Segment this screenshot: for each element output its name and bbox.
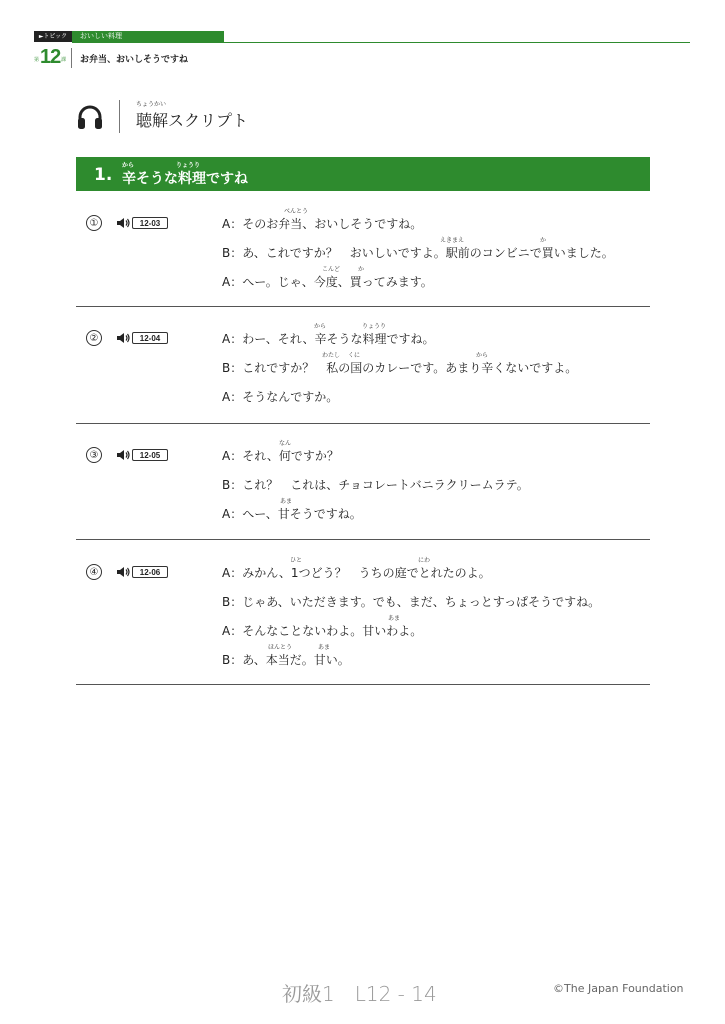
furigana: から	[314, 323, 327, 330]
part-title-text: 辛そうな料理ですね	[122, 171, 248, 187]
dialog-number: ①	[86, 215, 102, 231]
dialog-line	[222, 644, 350, 668]
line-text: A：わー、それ、辛そうな料理ですね。	[222, 332, 435, 346]
part-title-furigana-kara: から	[122, 162, 135, 169]
dialog-line	[222, 593, 600, 610]
furigana: りょうり	[362, 323, 387, 330]
line-text: A：へー、甘そうですね。	[222, 507, 362, 521]
furigana: くに	[348, 352, 361, 359]
part-header	[76, 157, 650, 191]
footer-page-number: 初級1 L12 - 14	[282, 982, 437, 1006]
part-title-furigana-ryouri: りょうり	[176, 162, 201, 169]
furigana: えきまえ	[440, 237, 465, 244]
furigana: べんとう	[284, 208, 309, 215]
furigana: にわ	[418, 557, 431, 564]
furigana: か	[540, 237, 547, 244]
dialog-line	[222, 498, 362, 522]
dialog-line	[222, 615, 423, 639]
dialog-line	[222, 352, 578, 376]
speaker-icon[interactable]	[116, 216, 130, 230]
line-text: A：それ、何ですか？	[222, 449, 339, 463]
header-rule	[72, 42, 690, 43]
footer-copyright: ©The Japan Foundation	[553, 982, 684, 995]
line-text: A：みかん、1つどう？ うちの庭でとれたのよ。	[222, 566, 491, 580]
dialog-divider	[76, 539, 650, 540]
dialog-line	[222, 440, 339, 464]
dialog-line	[222, 266, 433, 290]
line-text: B：これですか？ 私の国のカレーです。あまり辛くないですよ。	[222, 361, 578, 375]
furigana: あま	[388, 615, 401, 622]
dialog-number: ③	[86, 447, 102, 463]
dialog-line	[222, 323, 435, 347]
furigana: から	[476, 352, 489, 359]
dialog-line	[222, 208, 423, 232]
furigana: こんど	[322, 266, 341, 273]
line-text: A：へー。じゃ、今度、買ってみます。	[222, 275, 433, 289]
furigana: か	[358, 266, 365, 273]
furigana: あま	[280, 498, 293, 505]
dialog-line	[222, 476, 529, 493]
line-text: B：これ？ これは、チョコレートバニラクリームラテ。	[222, 478, 529, 492]
dialog-number: ②	[86, 330, 102, 346]
lesson-number: 12	[40, 46, 61, 68]
audio-track-label[interactable]: 12-06	[132, 566, 168, 578]
furigana: ほんとう	[268, 644, 293, 651]
dialog-divider	[76, 684, 650, 685]
furigana: わたし	[322, 352, 341, 359]
furigana: あま	[318, 644, 331, 651]
line-text: B：あ、本当だ。甘い。	[222, 653, 350, 667]
speaker-icon[interactable]	[116, 331, 130, 345]
dialog-divider	[76, 306, 650, 307]
line-text: A：そのお弁当、おいしそうですね。	[222, 217, 423, 231]
lesson-suffix: 課	[61, 57, 67, 63]
furigana: ひと	[290, 557, 303, 564]
dialog-number: ④	[86, 564, 102, 580]
dialog-line	[222, 237, 614, 261]
dialog-line	[222, 557, 491, 581]
line-text: A：そんなことないわよ。甘いわよ。	[222, 624, 423, 638]
part-title	[122, 162, 248, 188]
lesson-divider	[71, 48, 72, 68]
line-text: B：あ、これですか？ おいしいですよ。駅前のコンビニで買いました。	[222, 246, 614, 260]
section-title-text: 聴解スクリプト	[136, 111, 249, 130]
dialog-divider	[76, 423, 650, 424]
audio-track-label[interactable]: 12-04	[132, 332, 168, 344]
lesson-number-badge	[34, 47, 68, 69]
dialog-line	[222, 388, 338, 405]
line-text: A：そうなんですか。	[222, 390, 339, 404]
lesson-prefix: 第	[34, 57, 40, 63]
section-title	[136, 101, 249, 131]
section-divider	[119, 100, 120, 133]
topic-label: おいしい料理	[72, 31, 224, 42]
audio-track-label[interactable]: 12-03	[132, 217, 168, 229]
lesson-title: お弁当、おいしそうですね	[80, 55, 189, 65]
speaker-icon[interactable]	[116, 448, 130, 462]
headphones-icon	[76, 104, 104, 130]
section-title-furigana: ちょうかい	[136, 101, 167, 108]
speaker-icon[interactable]	[116, 565, 130, 579]
audio-track-label[interactable]: 12-05	[132, 449, 168, 461]
part-number: 1.	[94, 165, 113, 185]
furigana: なん	[279, 440, 292, 447]
line-text: B：じゃあ、いただきます。でも、まだ、ちょっとすっぱそうですね。	[222, 595, 601, 609]
topic-tag: ►トピック	[34, 31, 72, 42]
